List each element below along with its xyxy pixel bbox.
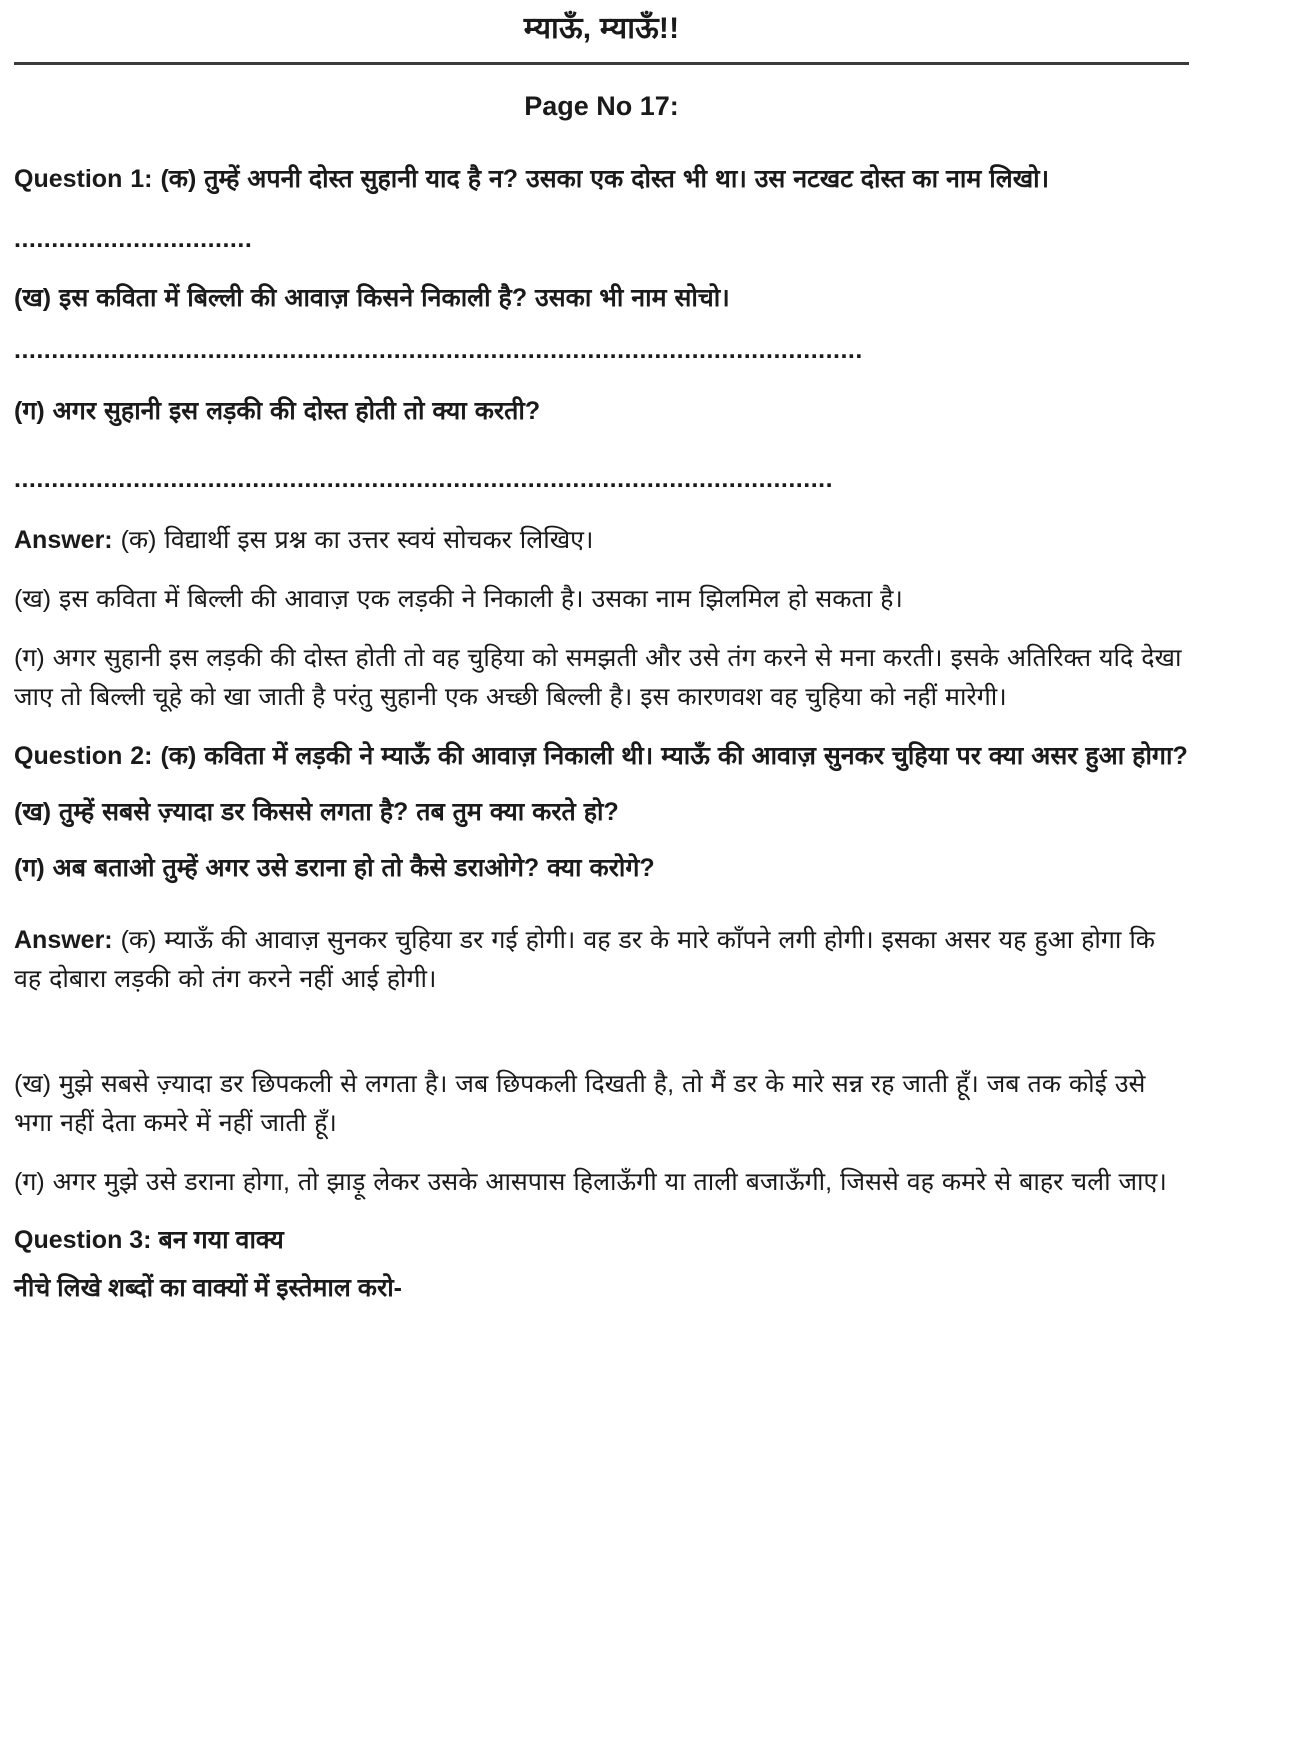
page-number-heading: Page No 17:	[524, 90, 679, 121]
answer-1-ga: (ग) अगर सुहानी इस लड़की की दोस्त होती तो वह चुहिया को समझती और उसे तंग करने से मना करती। इसके अतिरिक्त यदि देखा जाए तो बिल्ली चूहे को खा जाती है परंतु सुहानी एक अच्छी बिल्ली है। इस कारणवश वह चुहिया को नहीं मारेगी।	[14, 644, 1182, 712]
question-2-part-ka	[14, 737, 1189, 775]
answer-2-ka-text: (क) म्याऊँ की आवाज़ सुनकर चुहिया डर गई होगी। वह डर के मारे काँपने लगी होगी। इसका असर यह हुआ होगा कि वह दोबारा लड़की को तंग करने नहीं आई होगी।	[14, 926, 1156, 994]
answer-2-ga: (ग) अगर मुझे उसे डराना होगा, तो झाड़ू लेकर उसके आसपास हिलाऊँगी या ताली बजाऊँगी, जिससे वह कमरे से बाहर चली जाए।	[14, 1168, 1167, 1197]
question-2-label: Question 2:	[14, 742, 153, 771]
title-divider	[14, 62, 1189, 65]
answer-1-ka-text: (क) विद्यार्थी इस प्रश्न का उत्तर स्वयं सोचकर लिखिए।	[120, 526, 594, 555]
answer-line-1-kha: ..................................................................................................................	[14, 335, 863, 364]
question-1-part-ka-text: (क) तुम्हें अपनी दोस्त सुहानी याद है न? उसका एक दोस्त भी था। उस नटखट दोस्त का नाम लिखो।	[160, 164, 1050, 193]
answer-line-1-ga: ..............................................................................................................	[14, 465, 834, 493]
question-1-part-ka	[14, 160, 1189, 198]
answer-1-label: Answer:	[14, 526, 113, 555]
question-2-part-ga: (ग) अब बताओ तुम्हें अगर उसे डराना हो तो कैसे डराओगे? क्या करोगे?	[14, 854, 655, 883]
question-3-title: बन गया वाक्य	[158, 1226, 284, 1255]
answer-1-ka	[14, 521, 1189, 560]
answer-1-kha: (ख) इस कविता में बिल्ली की आवाज़ एक लड़की ने निकाली है। उसका नाम झिलमिल हो सकता है।	[14, 585, 903, 614]
question-2-part-kha: (ख) तुम्हें सबसे ज़्यादा डर किससे लगता है? तब तुम क्या करते हो?	[14, 798, 619, 827]
question-3-heading	[14, 1222, 1189, 1260]
answer-2-kha: (ख) मुझे सबसे ज़्यादा डर छिपकली से लगता है। जब छिपकली दिखती है, तो मैं डर के मारे सन्न रह जाती हूँ। जब तक कोई उसे भगा नहीं देता कमरे में नहीं जाती हूँ।	[14, 1070, 1146, 1138]
paragraph-spacer	[14, 1019, 1189, 1065]
answer-2-ka	[14, 921, 1189, 999]
document-title: म्याऊँ, म्याऊँ!!	[523, 12, 680, 45]
question-3-label: Question 3:	[14, 1226, 152, 1255]
question-2-part-ka-text: (क) कविता में लड़की ने म्याऊँ की आवाज़ निकाली थी। म्याऊँ की आवाज़ सुनकर चुहिया पर क्या असर हुआ होगा?	[160, 742, 1188, 771]
question-1-label: Question 1:	[14, 164, 153, 193]
question-3-instruction: नीचे लिखे शब्दों का वाक्यों में इस्तेमाल करो-	[14, 1273, 402, 1302]
question-1-part-kha: (ख) इस कविता में बिल्ली की आवाज़ किसने निकाली है? उसका भी नाम सोचो।	[14, 283, 730, 312]
question-1-part-ga: (ग) अगर सुहानी इस लड़की की दोस्त होती तो क्या करती?	[14, 397, 541, 425]
answer-line-1-ka: ................................	[14, 224, 253, 253]
answer-2-label: Answer:	[14, 926, 113, 955]
